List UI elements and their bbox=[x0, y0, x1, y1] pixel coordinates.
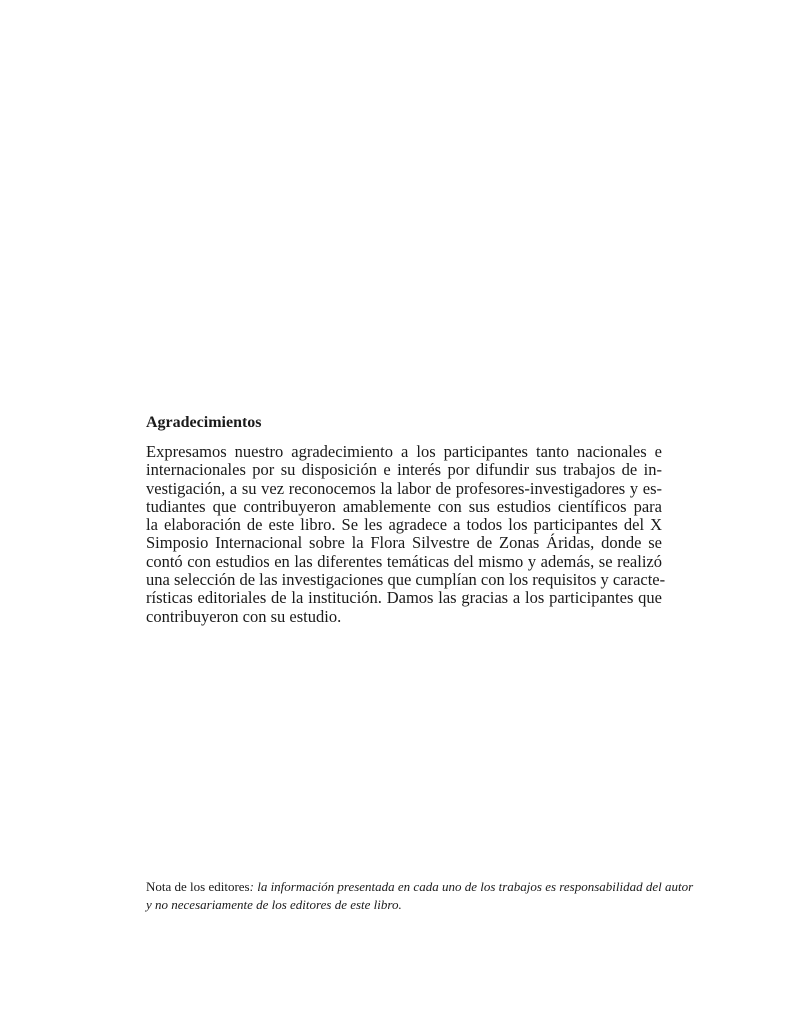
paragraph-line: contó con estudios en las diferentes temáticas del mismo y además, se realizó bbox=[146, 551, 662, 571]
paragraph-line: contribuyeron con su estudio. bbox=[146, 606, 342, 626]
paragraph-line: una selección de las investigaciones que cumplían con los requisitos y caracte- bbox=[146, 570, 666, 590]
editor-note-text-continued: y no necesariamente de los editores de este libro. bbox=[146, 897, 402, 912]
editor-note bbox=[146, 878, 694, 914]
paragraph-line: la elaboración de este libro. Se les agradece a todos los participantes del X bbox=[146, 515, 662, 535]
paragraph-line: Simposio Internacional sobre la Flora Silvestre de Zonas Áridas, donde se bbox=[146, 533, 662, 553]
acknowledgments-section bbox=[146, 413, 666, 626]
paragraph-line: rísticas editoriales de la institución. Damos las gracias a los participantes que bbox=[146, 588, 662, 608]
paragraph-line: internacionales por su disposición e interés por difundir sus trabajos de in- bbox=[146, 460, 662, 480]
editor-note-line bbox=[146, 896, 662, 914]
paragraph-line: tudiantes que contribuyeron amablemente con sus estudios científicos para bbox=[146, 496, 662, 516]
paragraph-line: Expresamos nuestro agradecimiento a los participantes tanto nacionales e bbox=[146, 442, 662, 461]
paragraph-line: vestigación, a su vez reconocemos la labor de profesores-investigadores y es- bbox=[146, 478, 662, 498]
editor-note-line bbox=[146, 878, 694, 896]
editor-note-label: Nota de los editores bbox=[146, 879, 250, 894]
acknowledgments-paragraph bbox=[146, 442, 666, 626]
editor-note-text: : la información presentada en cada uno de los trabajos es responsabilidad del autor bbox=[249, 879, 694, 894]
acknowledgments-title: Agradecimientos bbox=[146, 414, 262, 431]
